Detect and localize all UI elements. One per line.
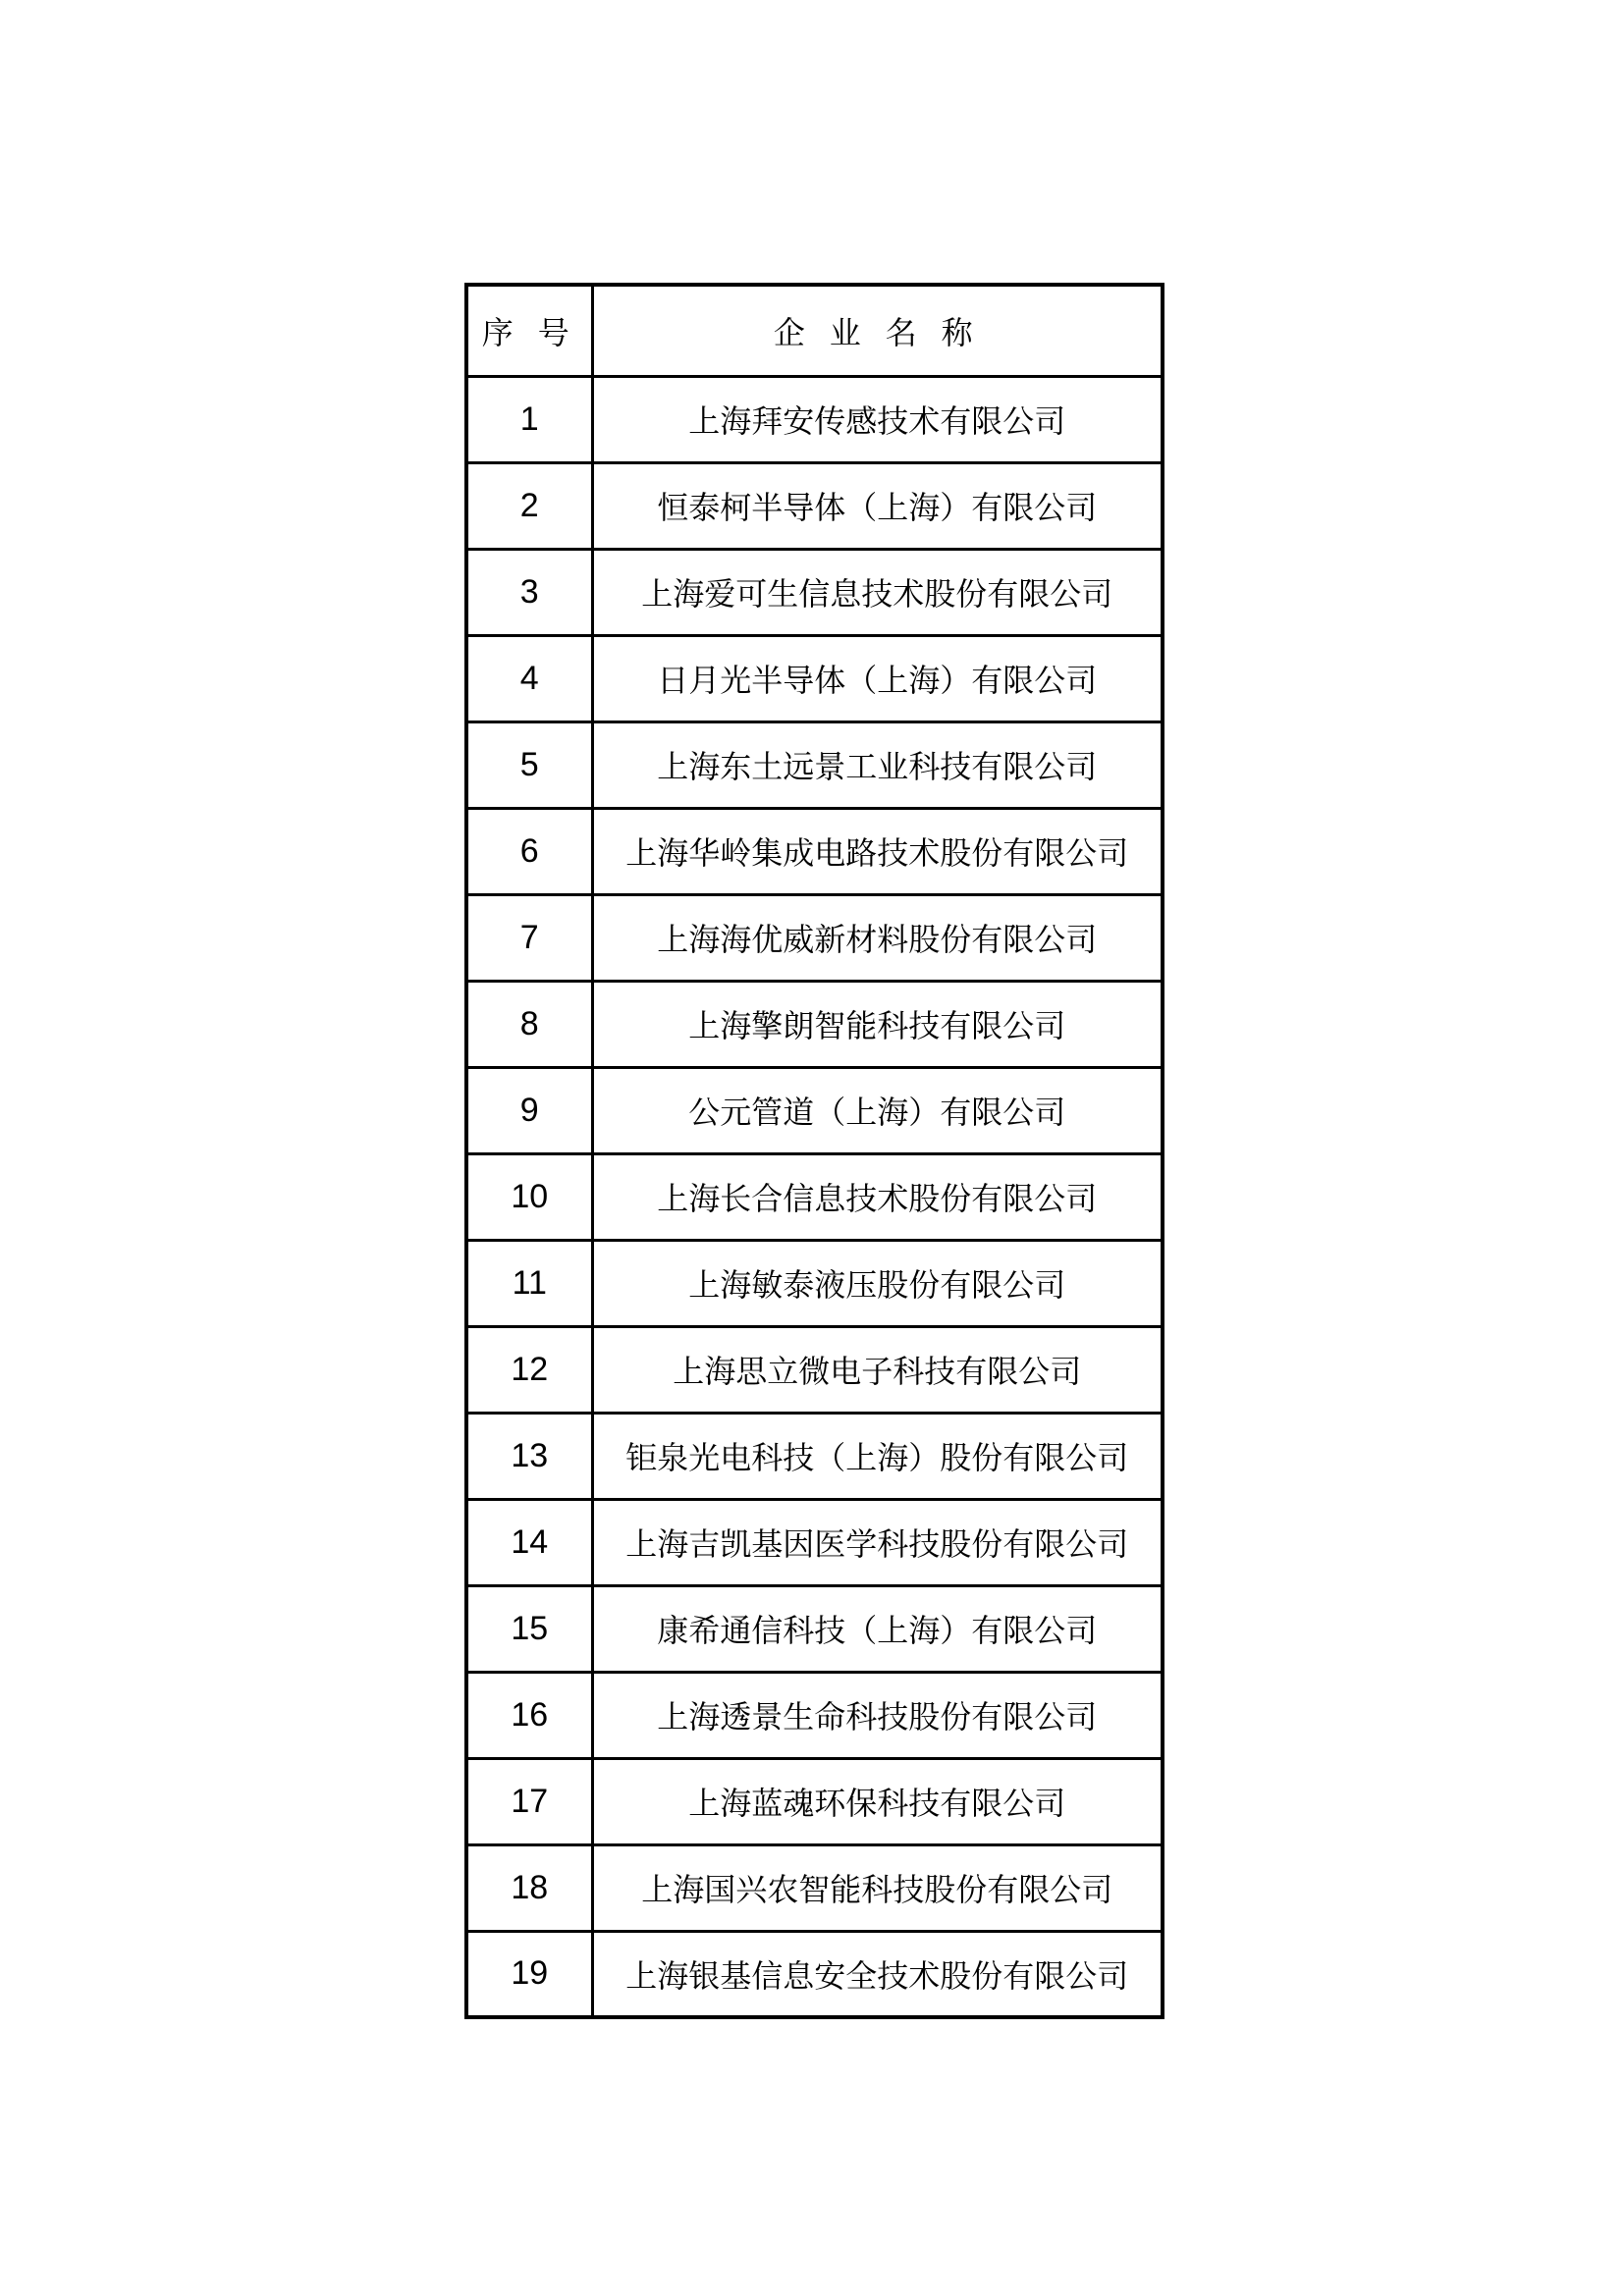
table-header [466,285,1163,376]
table-row [466,1153,1163,1240]
row-index-cell: 2 [466,462,592,549]
row-index-cell: 12 [466,1326,592,1413]
row-index-cell: 9 [466,1067,592,1153]
row-index-cell: 18 [466,1844,592,1931]
table-row [466,981,1163,1067]
row-index-cell: 6 [466,808,592,894]
table-row [466,894,1163,981]
company-name-cell: 上海东土远景工业科技有限公司 [592,721,1163,808]
company-name-cell: 上海银基信息安全技术股份有限公司 [592,1931,1163,2017]
table-row [466,1758,1163,1844]
company-name-cell: 上海长合信息技术股份有限公司 [592,1153,1163,1240]
header-cell-name: 企 业 名 称 [592,285,1163,376]
company-name-cell: 公元管道（上海）有限公司 [592,1067,1163,1153]
company-name-cell: 上海蓝魂环保科技有限公司 [592,1758,1163,1844]
table-row [466,721,1163,808]
company-name-cell: 上海华岭集成电路技术股份有限公司 [592,808,1163,894]
company-name-cell: 日月光半导体（上海）有限公司 [592,635,1163,721]
company-name-cell: 上海国兴农智能科技股份有限公司 [592,1844,1163,1931]
header-cell-index: 序 号 [466,285,592,376]
row-index-cell: 3 [466,549,592,635]
table-row [466,1672,1163,1758]
company-name-cell: 上海拜安传感技术有限公司 [592,376,1163,462]
company-name-cell: 恒泰柯半导体（上海）有限公司 [592,462,1163,549]
company-name-cell: 上海思立微电子科技有限公司 [592,1326,1163,1413]
row-index-cell: 13 [466,1413,592,1499]
row-index-cell: 10 [466,1153,592,1240]
company-name-cell: 上海擎朗智能科技有限公司 [592,981,1163,1067]
company-name-cell: 上海敏泰液压股份有限公司 [592,1240,1163,1326]
row-index-cell: 19 [466,1931,592,2017]
row-index-cell: 15 [466,1585,592,1672]
row-index-cell: 11 [466,1240,592,1326]
table-row [466,635,1163,721]
table-row [466,1931,1163,2017]
row-index-cell: 14 [466,1499,592,1585]
table-row [466,1499,1163,1585]
row-index-cell: 5 [466,721,592,808]
company-table [464,283,1164,2019]
table-row [466,1413,1163,1499]
company-name-cell: 上海海优威新材料股份有限公司 [592,894,1163,981]
row-index-cell: 8 [466,981,592,1067]
table-row [466,376,1163,462]
table-row [466,808,1163,894]
row-index-cell: 4 [466,635,592,721]
table-body [466,376,1163,2017]
company-name-cell: 上海透景生命科技股份有限公司 [592,1672,1163,1758]
row-index-cell: 17 [466,1758,592,1844]
table-row [466,549,1163,635]
company-name-cell: 钜泉光电科技（上海）股份有限公司 [592,1413,1163,1499]
table-row [466,1067,1163,1153]
table-row [466,1326,1163,1413]
table-row [466,1240,1163,1326]
row-index-cell: 1 [466,376,592,462]
header-row [466,285,1163,376]
company-name-cell: 上海爱可生信息技术股份有限公司 [592,549,1163,635]
company-name-cell: 上海吉凯基因医学科技股份有限公司 [592,1499,1163,1585]
table-row [466,1585,1163,1672]
table-row [466,462,1163,549]
table-row [466,1844,1163,1931]
company-name-cell: 康希通信科技（上海）有限公司 [592,1585,1163,1672]
row-index-cell: 7 [466,894,592,981]
row-index-cell: 16 [466,1672,592,1758]
